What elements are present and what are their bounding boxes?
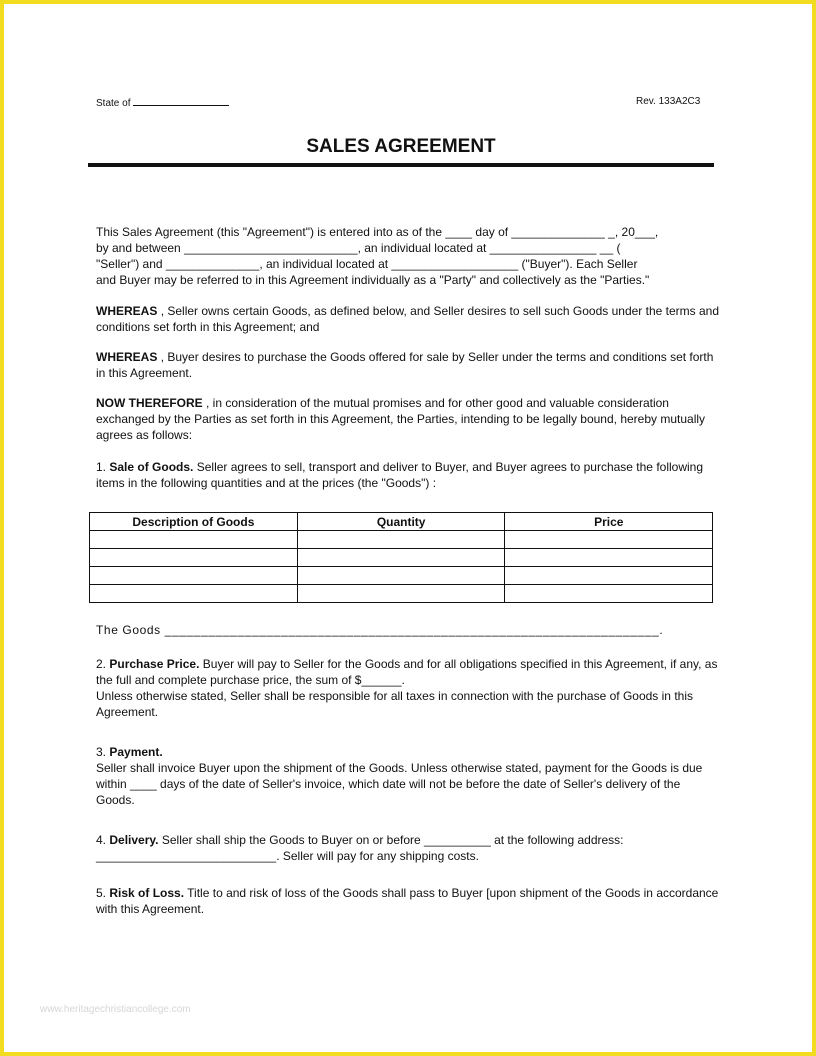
section-text: Buyer will pay to Seller for the Goods and for all obligations specified in this Agreement, if any, as the full and complete purchase price, the sum of $______. bbox=[96, 657, 718, 687]
price-cell[interactable] bbox=[505, 585, 713, 603]
table-row bbox=[90, 549, 713, 567]
quantity-cell[interactable] bbox=[297, 567, 505, 585]
whereas-lead: WHEREAS bbox=[96, 304, 158, 318]
description-cell[interactable] bbox=[90, 567, 298, 585]
intro-line-3: "Seller") and ______________, an individual located at ___________________ ("Buyer"). Each Seller bbox=[96, 257, 638, 271]
section-heading: Delivery. bbox=[109, 833, 159, 847]
section-text: Seller shall ship the Goods to Buyer on or before __________ at the following address: ___________________________. Seller will pay for any shipping costs. bbox=[96, 833, 624, 863]
goods-table bbox=[89, 512, 713, 603]
table-row bbox=[90, 585, 713, 603]
description-cell[interactable] bbox=[90, 531, 298, 549]
section-number: 5. bbox=[96, 886, 107, 900]
table-row bbox=[90, 531, 713, 549]
whereas-lead: WHEREAS bbox=[96, 350, 158, 364]
whereas-clause-2 bbox=[96, 349, 720, 381]
section-number: 4. bbox=[96, 833, 107, 847]
intro-line-1: This Sales Agreement (this "Agreement") is entered into as of the ____ day of ______________ _, 20___, bbox=[96, 225, 659, 239]
section-delivery bbox=[96, 832, 720, 864]
price-cell[interactable] bbox=[505, 531, 713, 549]
now-therefore-clause bbox=[96, 395, 720, 443]
quantity-cell[interactable] bbox=[297, 585, 505, 603]
now-therefore-text: , in consideration of the mutual promises and for other good and valuable consideration exchanged by the Parties as set forth in this Agreement, the Parties, intending to be legally bound, hereby mutually agrees as follows: bbox=[96, 396, 706, 442]
intro-line-2: by and between __________________________, an individual located at ________________ __ ( bbox=[96, 241, 621, 255]
intro-line-4: and Buyer may be referred to in this Agreement individually as a "Party" and collectively as the "Parties." bbox=[96, 273, 650, 287]
intro-paragraph bbox=[96, 224, 720, 288]
table-row bbox=[90, 567, 713, 585]
section-number: 2. bbox=[96, 657, 107, 671]
section-text: Title to and risk of loss of the Goods shall pass to Buyer [upon shipment of the Goods in accordance with this Agreement. bbox=[96, 886, 719, 916]
whereas-text: , Buyer desires to purchase the Goods offered for sale by Seller under the terms and conditions set forth in this Agreement. bbox=[96, 350, 714, 380]
whereas-clause-1 bbox=[96, 303, 720, 335]
section-text: Unless otherwise stated, Seller shall be responsible for all taxes in connection with the purchase of Goods in this Agreement. bbox=[96, 689, 693, 719]
section-number: 3. bbox=[96, 745, 107, 759]
section-purchase-price bbox=[96, 656, 720, 720]
price-cell[interactable] bbox=[505, 549, 713, 567]
watermark: www.heritagechristiancollege.com bbox=[40, 1004, 191, 1015]
revision-number: Rev. 133A2C3 bbox=[636, 96, 701, 107]
section-heading: Purchase Price. bbox=[109, 657, 200, 671]
now-therefore-lead: NOW THEREFORE bbox=[96, 396, 203, 410]
section-heading: Sale of Goods. bbox=[109, 460, 194, 474]
whereas-text: , Seller owns certain Goods, as defined below, and Seller desires to sell such Goods under the terms and conditions set forth in this Agreement; and bbox=[96, 304, 719, 334]
state-blank[interactable] bbox=[133, 96, 229, 106]
the-goods-line: The Goods ____________________________________________________________________. bbox=[96, 623, 664, 637]
price-cell[interactable] bbox=[505, 567, 713, 585]
quantity-cell[interactable] bbox=[297, 549, 505, 567]
title-rule bbox=[88, 163, 714, 167]
column-header-description: Description of Goods bbox=[90, 513, 298, 531]
section-text: Seller agrees to sell, transport and deliver to Buyer, and Buyer agrees to purchase the following items in the following quantities and at the prices (the "Goods") : bbox=[96, 460, 704, 490]
column-header-price: Price bbox=[505, 513, 713, 531]
state-field bbox=[96, 96, 229, 109]
section-text: Seller shall invoice Buyer upon the shipment of the Goods. Unless otherwise stated, payment for the Goods is due within ____ days of the date of Seller's invoice, which date will not be before the date of Seller's delivery of the Goods. bbox=[96, 761, 703, 807]
section-payment bbox=[96, 744, 720, 808]
section-sale-of-goods bbox=[96, 459, 720, 491]
description-cell[interactable] bbox=[90, 585, 298, 603]
state-label: State of bbox=[96, 98, 131, 109]
document-title: SALES AGREEMENT bbox=[306, 136, 496, 157]
section-risk-of-loss bbox=[96, 885, 720, 917]
section-heading: Payment. bbox=[109, 745, 163, 759]
quantity-cell[interactable] bbox=[297, 531, 505, 549]
section-number: 1. bbox=[96, 460, 107, 474]
description-cell[interactable] bbox=[90, 549, 298, 567]
table-header-row bbox=[90, 513, 713, 531]
column-header-quantity: Quantity bbox=[297, 513, 505, 531]
section-heading: Risk of Loss. bbox=[109, 886, 185, 900]
